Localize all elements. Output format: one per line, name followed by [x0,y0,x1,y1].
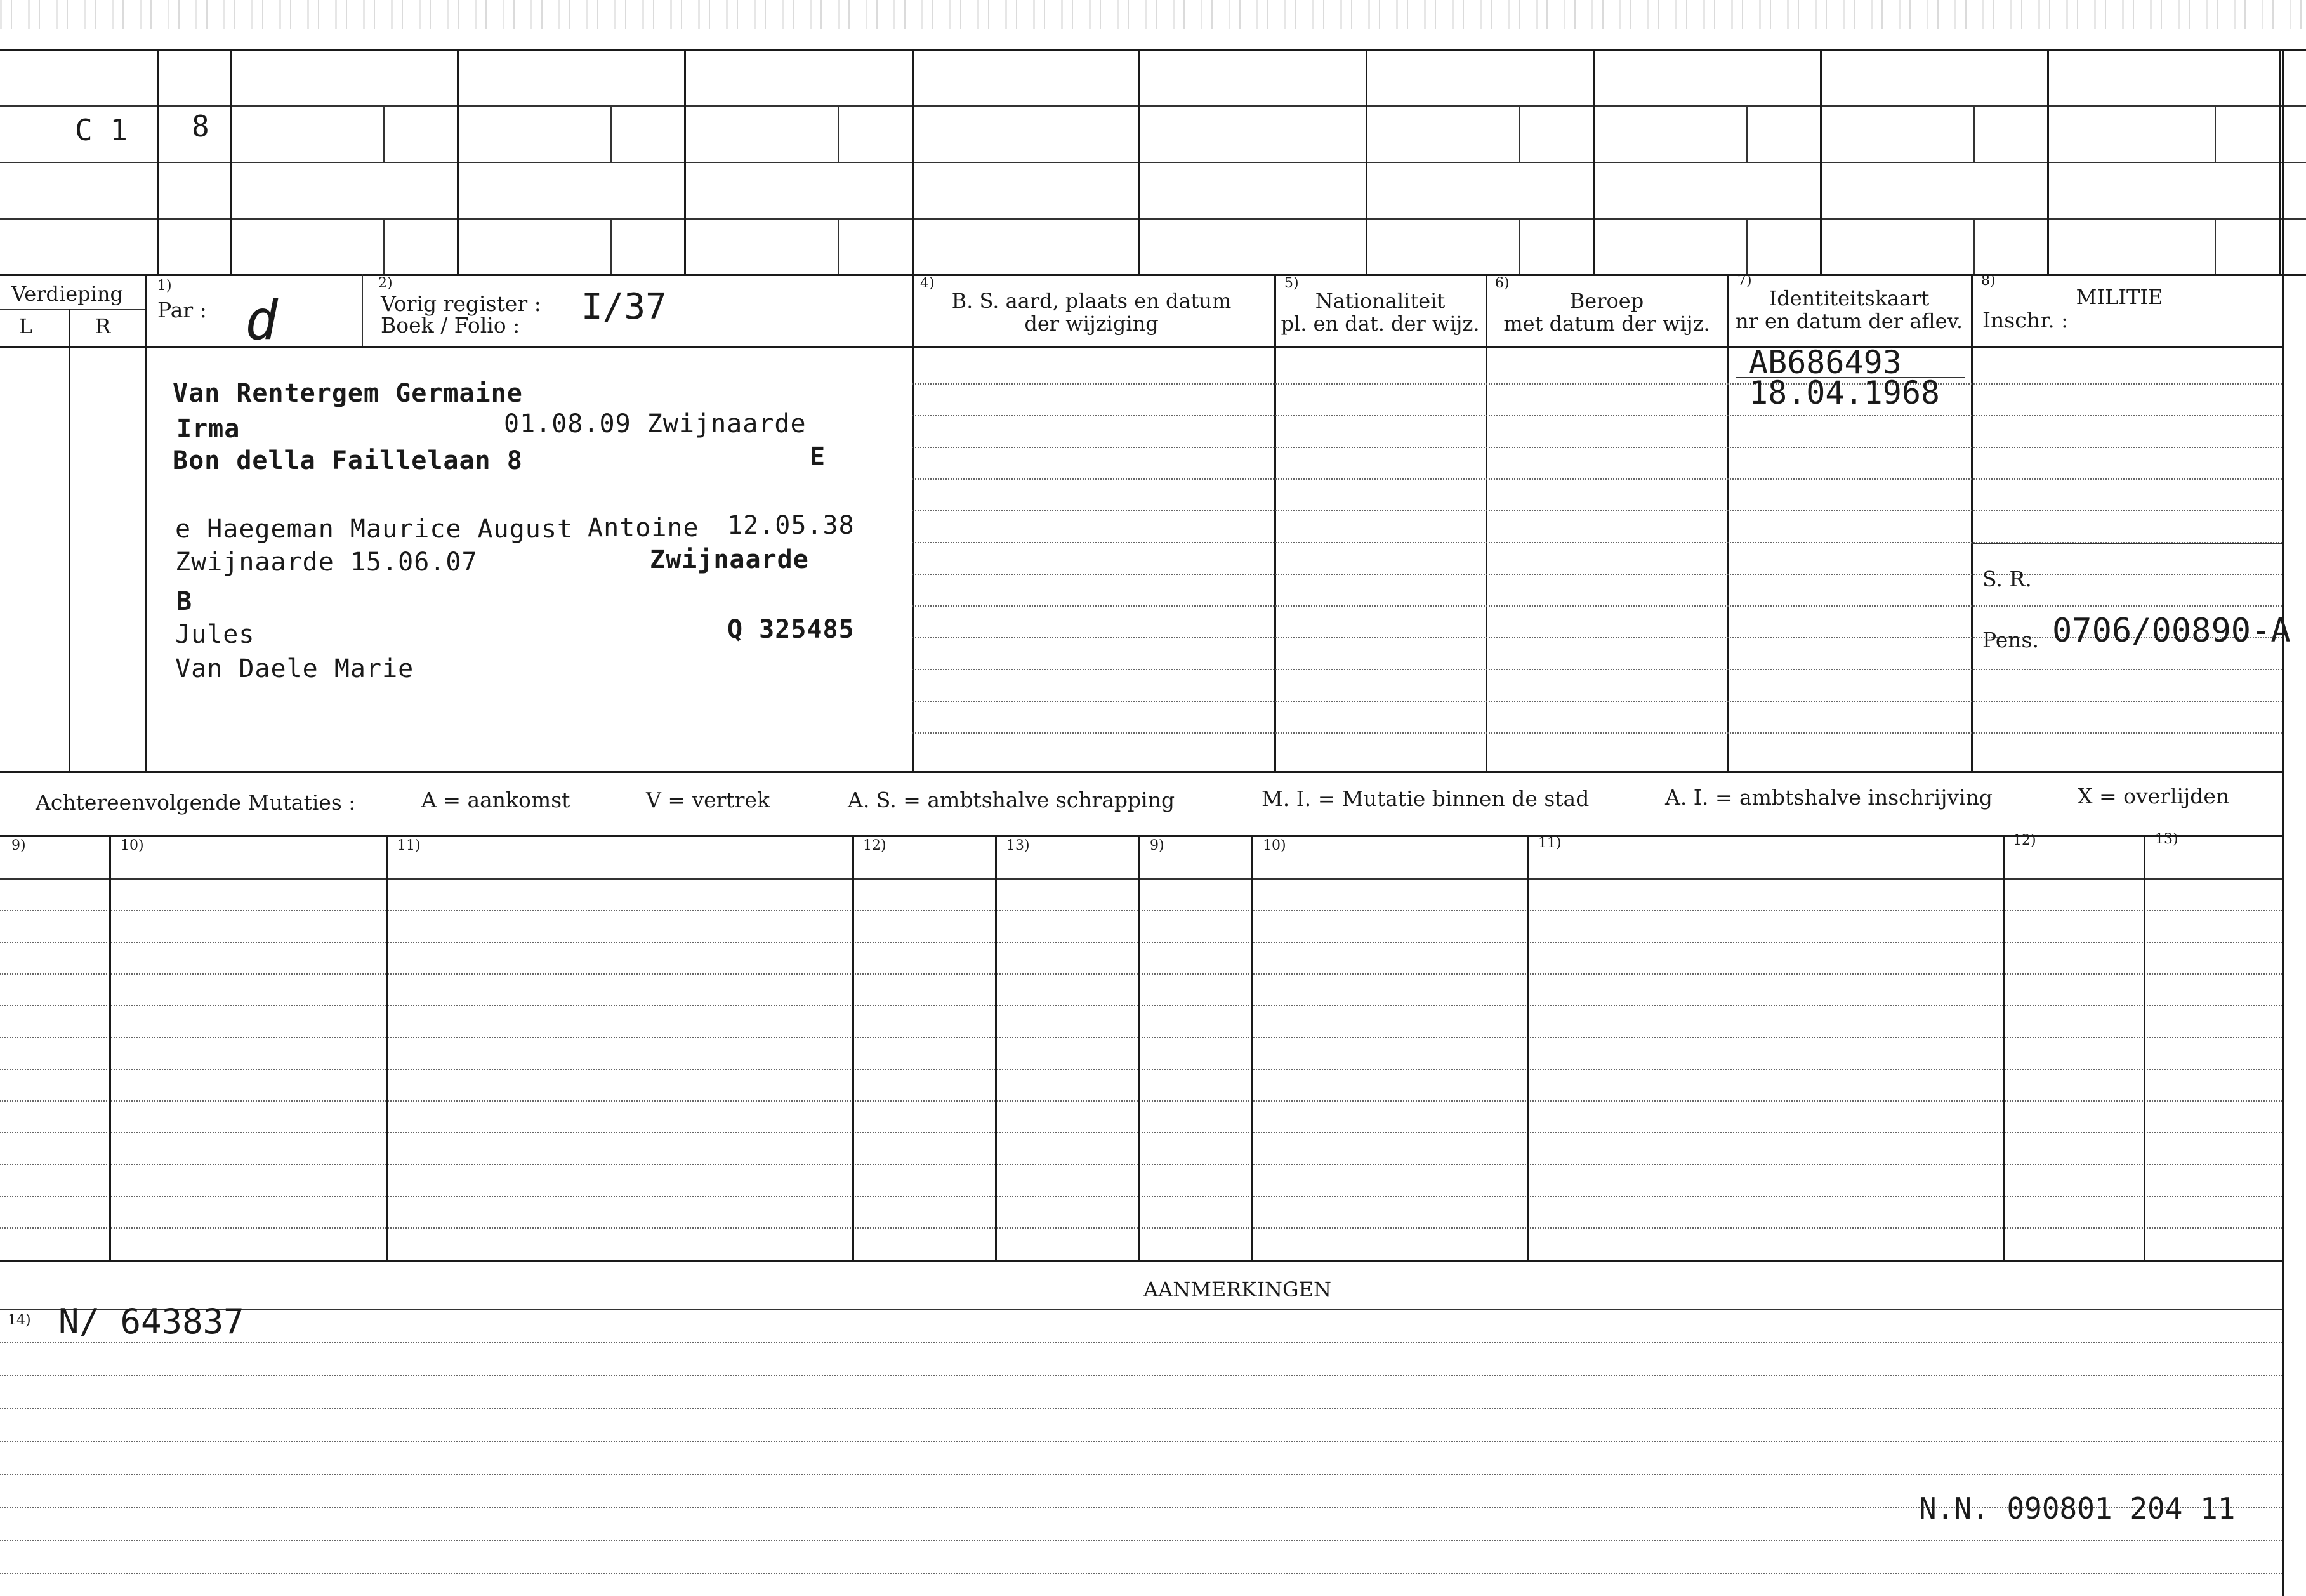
pens-label: Pens. [1982,628,2039,652]
top-grid-divider [1138,49,1140,274]
person-column-left-edge [145,274,147,771]
par-handwritten-mark: d [245,289,278,352]
population-register-card: C 1 8 Verdieping L R 1) Par : d 2) Vorig register : Boek / Folio : I/37 4) B. S. aard, plaats en datum der wijziging 5) Nationaliteit pl. en dat. der wijz. 6) Beroep met datum der wijz. 7) Identiteitskaart nr en datum der aflev. 8) MILITIE Inschr. : Van Rentergem Germaine Irma 01.08.09 Zwijnaarde Bon della Faillelaan 8 E e Haegeman Maurice August Antoine 12.05.38 Zwijnaarde 15.06.07 Zwijnaarde B Jules Q 325485 Van Daele Marie AB686493 18.04.1968 S. R. Pens. 0706/00890-A Achtereenvolgende Mutaties : A = aankomst V = vertrek A. S. = ambtshalve schrapping M. I. = Mutatie binnen de stad A. I. = ambtshalve inschrijving X = overlijden 9) 10) 11) 12) 13) 9) 10) 11) 12) 13) AANMERKINGEN 14) N/ 643837 N.N. 090801 204 11 [0,0,2306,1596]
remarks-title: AANMERKINGEN [1143,1277,1331,1302]
col5-header: Nationaliteit [1315,289,1446,313]
spouse-name: e Haegeman Maurice August [175,515,574,544]
militie-header: MILITIE [2076,285,2163,309]
person-address-mark: E [810,442,826,472]
mut-col-11: 11) [397,838,421,854]
reference-number: Q 325485 [727,615,855,644]
scan-noise-strip [0,0,2306,29]
legend-x: X = overlijden [2078,784,2230,808]
verdieping-label: Verdieping [11,282,123,306]
person-name: Van Rentergem Germaine [173,379,523,408]
mutations-top-line [0,835,2282,837]
column-4-edge [912,274,914,771]
mut-col-9: 9) [11,838,26,854]
mutations-bottom-line [0,1260,2282,1262]
mut-col-9b: 9) [1150,838,1164,854]
top-grid-line [0,105,2306,107]
father-name: Jules [175,620,255,649]
col7-header: Identiteitskaart [1769,286,1930,310]
card-code-right: 8 [192,109,209,143]
person-birth: 01.08.09 Zwijnaarde [504,409,807,439]
col4-header: B. S. aard, plaats en datum [951,289,1232,313]
par-label: Par : [157,298,207,322]
top-grid-divider [912,49,914,274]
col6-header: Beroep [1569,289,1644,313]
mut-col-10: 10) [121,838,144,854]
mut-col-10b: 10) [1263,838,1286,854]
mut-col-12b: 12) [2013,833,2036,848]
remarks-value: N/ 643837 [58,1302,244,1342]
person-address: Bon della Faillelaan 8 [173,446,523,475]
top-grid-divider [2047,49,2049,274]
card-code-left: C 1 [75,113,128,147]
top-grid-divider [1820,49,1822,274]
column-7-edge [1727,274,1729,771]
mother-name: Van Daele Marie [175,654,414,683]
mut-col-12: 12) [863,838,886,854]
mut-col-11b: 11) [1538,835,1562,851]
mut-col-13b: 13) [2155,831,2178,847]
legend-a: A = aankomst [421,788,570,812]
right-border [2282,49,2284,1596]
mut-col-13: 13) [1006,838,1030,854]
person-first-name: Irma [176,414,240,444]
mutaties-label: Achtereenvolgende Mutaties : [36,790,356,815]
top-grid-line [0,49,2306,51]
top-grid-divider [1593,49,1595,274]
header-bottom-line [0,346,2282,348]
top-grid-divider [157,49,159,274]
top-grid-divider [684,49,686,274]
register-value: I/37 [581,286,667,327]
spouse-birth: Zwijnaarde 15.06.07 [175,548,478,577]
top-grid-line [0,218,2306,220]
identity-card-date: 18.04.1968 [1749,374,1940,411]
mutations-center-divider [1138,835,1140,1260]
card-footer-number: N.N. 090801 204 11 [1919,1491,2236,1526]
top-grid-divider [230,49,232,274]
sr-label: S. R. [1982,567,2032,591]
column-5-edge [1274,274,1276,771]
vorig-register-label: Vorig register : [381,291,541,316]
legend-as: A. S. = ambtshalve schrapping [848,788,1175,812]
legend-ai: A. I. = ambtshalve inschrijving [1665,785,1993,810]
top-grid-line [0,274,2306,276]
legend-mi: M. I. = Mutatie binnen de stad [1262,786,1590,811]
boek-folio-label: Boek / Folio : [381,313,520,338]
top-grid-divider [457,49,459,274]
inschr-label: Inschr. : [1982,308,2069,333]
verdieping-divider [69,309,70,771]
remarks-number: 14) [8,1312,31,1328]
pens-value: 0706/00890-A [2052,612,2291,650]
col-r-label: R [95,314,111,338]
top-grid-line [0,162,2306,163]
identity-card-number: AB686493 [1749,344,1902,381]
column-8-edge [1971,274,1973,771]
col-l-label: L [19,314,33,338]
body-bottom-line [0,771,2282,773]
legend-v: V = vertrek [646,788,770,812]
top-grid-divider [2279,49,2281,274]
top-grid-divider [1366,49,1367,274]
spouse-date: 12.05.38 [727,511,855,540]
column-6-edge [1486,274,1487,771]
